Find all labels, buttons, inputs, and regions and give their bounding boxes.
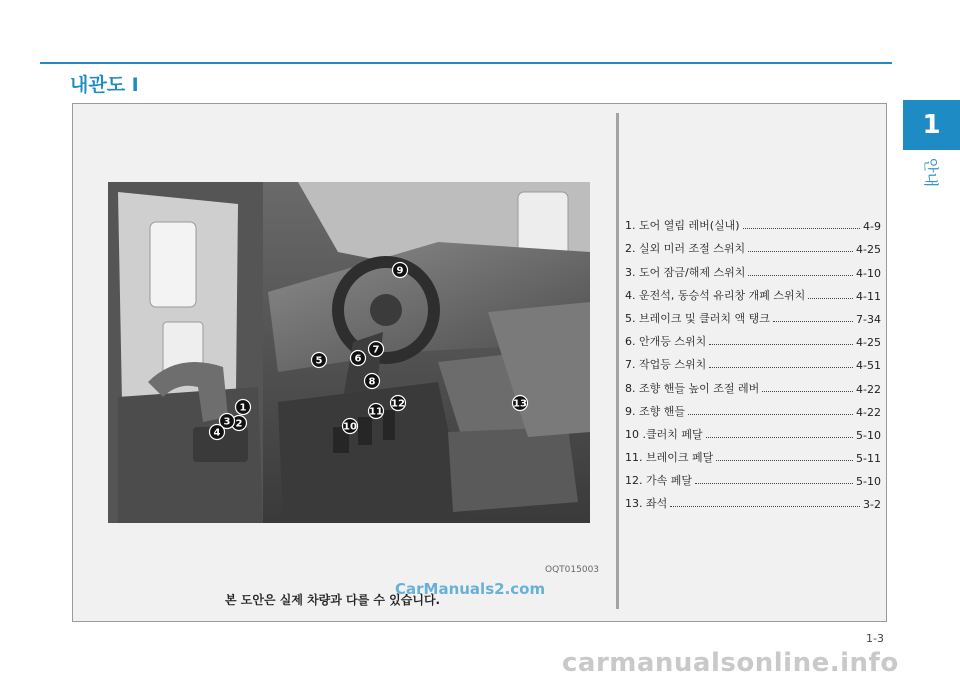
- figure-code: OQT015003: [545, 565, 600, 575]
- callout-9: [393, 263, 408, 278]
- svg-text:1: 1: [239, 402, 247, 414]
- page-number: 1-3: [866, 632, 884, 645]
- callout-6: [351, 351, 366, 366]
- callout-8: [365, 374, 380, 389]
- section-title: 내관도 I: [70, 74, 139, 96]
- watermark: CarManuals2.com: [395, 580, 546, 598]
- svg-text:6: 6: [354, 353, 362, 365]
- svg-text:5: 5: [315, 355, 323, 367]
- svg-text:3: 3: [223, 416, 231, 428]
- legend-item: 1. 도어 열림 레버(실내) 4-9: [625, 219, 881, 234]
- legend-item: 13. 좌석 3-2: [625, 497, 881, 512]
- callout-4: [210, 425, 225, 440]
- callout-7: [369, 342, 384, 357]
- callout-11: [369, 404, 384, 419]
- callout-1: [236, 400, 251, 415]
- chapter-label: [903, 150, 960, 195]
- callout-13: [513, 396, 528, 411]
- callout-12: [391, 396, 406, 411]
- svg-text:2: 2: [235, 418, 243, 430]
- site-footer[interactable]: carmanualsonline.info: [562, 648, 899, 678]
- chapter-label-text: 안내: [921, 158, 940, 187]
- svg-text:10: 10: [343, 421, 357, 433]
- legend-item: 4. 운전석, 동승석 유리창 개폐 스위치 4-11: [625, 288, 881, 303]
- legend-list: [625, 210, 881, 511]
- svg-text:13: 13: [513, 398, 527, 410]
- legend-item: 6. 안개등 스위치 4-25: [625, 335, 881, 350]
- legend-item: 7. 작업등 스위치 4-51: [625, 358, 881, 373]
- figure-divider: [616, 113, 619, 609]
- legend-item: 10 .클러치 페달 5-10: [625, 427, 881, 442]
- legend-item: 8. 조향 핸들 높이 조절 레버 4-22: [625, 381, 881, 396]
- figure-caption: 본 도안은 실제 차량과 다를 수 있습니다.: [225, 593, 441, 607]
- cab-interior-photo: [108, 182, 590, 523]
- legend-item: 2. 실외 미러 조절 스위치 4-25: [625, 242, 881, 257]
- legend-item: 9. 조향 핸들 4-22: [625, 404, 881, 419]
- svg-text:8: 8: [368, 376, 376, 388]
- svg-text:11: 11: [369, 406, 383, 418]
- svg-text:12: 12: [391, 398, 405, 410]
- chapter-number: 1: [922, 110, 941, 140]
- svg-text:4: 4: [213, 427, 221, 439]
- callout-5: [312, 353, 327, 368]
- top-rule: [40, 62, 892, 64]
- legend-item: 3. 도어 잠금/해제 스위치 4-10: [625, 265, 881, 280]
- callout-10: [343, 419, 358, 434]
- legend-item: 11. 브레이크 페달 5-11: [625, 451, 881, 466]
- legend-item: 5. 브레이크 및 클러치 액 탱크 7-34: [625, 311, 881, 326]
- svg-text:7: 7: [372, 344, 380, 356]
- svg-text:9: 9: [396, 265, 404, 277]
- legend-item: 12. 가속 페달 5-10: [625, 474, 881, 489]
- chapter-tab[interactable]: [903, 100, 960, 150]
